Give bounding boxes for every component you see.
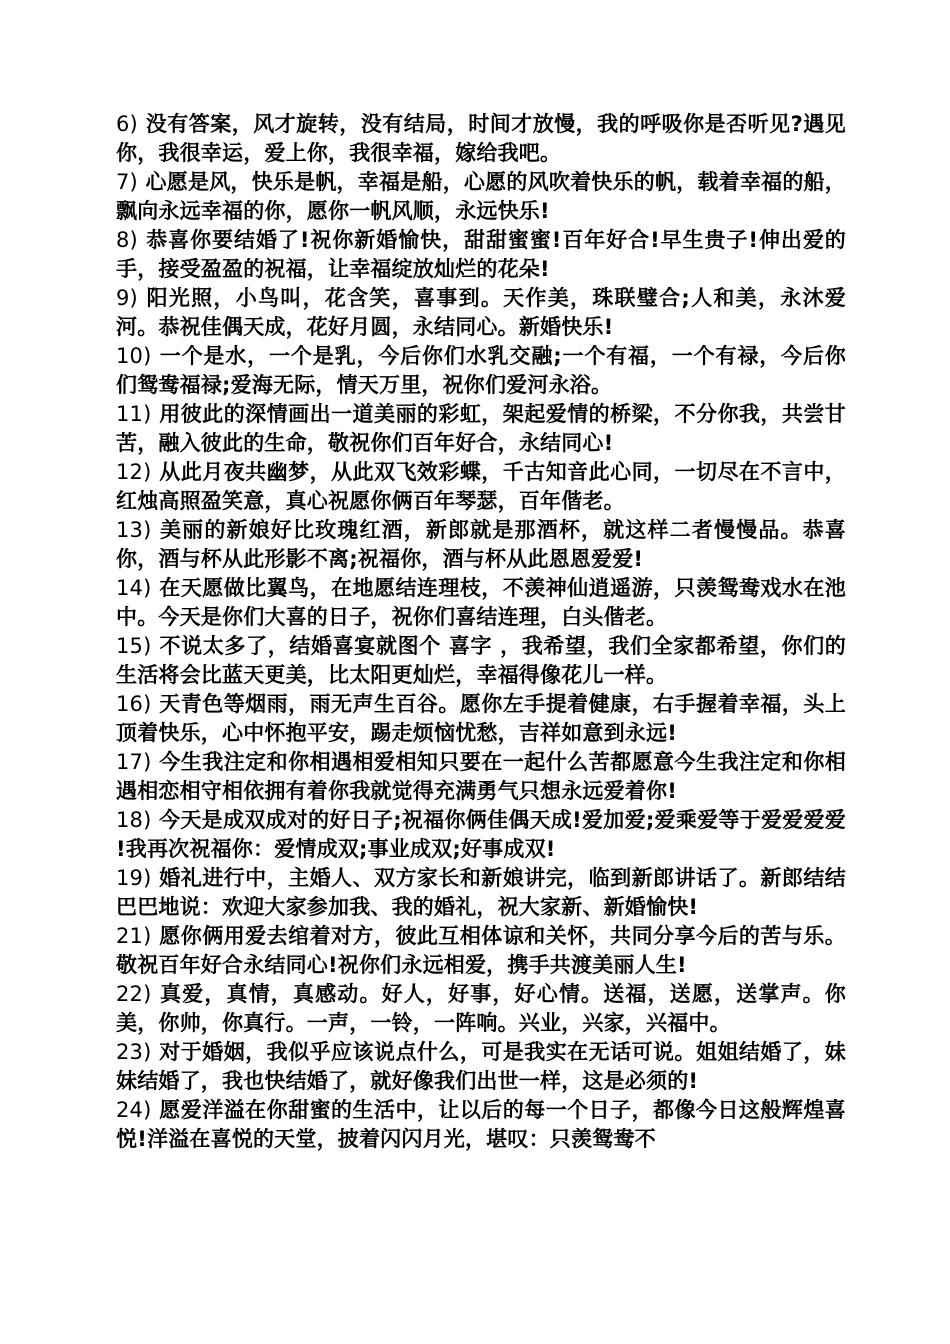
- item-text: 天青色等烟雨，雨无声生百谷。愿你左手提着健康，右手握着幸福，头上顶着快乐，心中怀抱平安，踢走烦恼忧愁，吉祥如意到永远!: [116, 692, 846, 745]
- list-item: [116, 168, 846, 226]
- list-item: [116, 516, 846, 574]
- item-number: 12): [116, 460, 152, 484]
- list-item: [116, 1038, 846, 1096]
- list-item: [116, 806, 846, 864]
- item-text: 今生我注定和你相遇相爱相知只要在一起什么苦都愿意今生我注定和你相遇相恋相守相依拥有着你我就觉得充满勇气只想永远爱着你!: [116, 750, 846, 803]
- list-item: [116, 980, 846, 1038]
- item-number: 22): [116, 982, 152, 1006]
- item-number: 21): [116, 924, 152, 948]
- item-text: 今天是成双成对的好日子;祝福你俩佳偶天成!爱加爱;爱乘爱等于爱爱爱爱 !我再次祝福你：爱情成双;事业成双;好事成双!: [116, 808, 846, 861]
- item-number: 11): [116, 402, 152, 426]
- item-number: 17): [116, 750, 152, 774]
- list-item: [116, 574, 846, 632]
- list-item: [116, 226, 846, 284]
- item-text: 婚礼进行中，主婚人、双方家长和新娘讲完，临到新郎讲话了。新郎结结巴巴地说：欢迎大家参加我、我的婚礼，祝大家新、新婚愉快!: [116, 866, 846, 919]
- item-number: 13): [116, 518, 152, 542]
- list-item: [116, 110, 846, 168]
- item-text: 美丽的新娘好比玫瑰红酒，新郎就是那酒杯，就这样二者慢慢品。恭喜你，酒与杯从此形影不离;祝福你，酒与杯从此恩恩爱爱!: [116, 518, 847, 571]
- item-number: 14): [116, 576, 152, 600]
- item-text: 真爱，真情，真感动。好人，好事，好心情。送福，送愿，送掌声。你美，你帅，你真行。一声，一铃，一阵响。兴业，兴家，兴福中。: [116, 982, 847, 1035]
- item-number: 19): [116, 866, 152, 890]
- document-body: [116, 110, 846, 1154]
- item-text: 没有答案，风才旋转，没有结局，时间才放慢，我的呼吸你是否听见?遇见你，我很幸运，爱上你，我很幸福，嫁给我吧。: [116, 112, 846, 165]
- item-number: 7): [116, 170, 138, 194]
- item-number: 18): [116, 808, 152, 832]
- list-item: [116, 284, 846, 342]
- list-item: [116, 748, 846, 806]
- item-number: 8): [116, 228, 138, 252]
- list-item: [116, 342, 846, 400]
- item-text: 在天愿做比翼鸟，在地愿结连理枝，不羡神仙逍遥游，只羡鸳鸯戏水在池中。今天是你们大喜的日子，祝你们喜结连理，白头偕老。: [116, 576, 846, 629]
- list-item: [116, 922, 846, 980]
- item-text: 不说太多了，结婚喜宴就图个 喜字 ，我希望，我们全家都希望，你们的生活将会比蓝天更美，比太阳更灿烂，幸福得像花儿一样。: [116, 634, 846, 687]
- list-item: [116, 1096, 846, 1154]
- list-item: [116, 458, 846, 516]
- item-number: 23): [116, 1040, 152, 1064]
- item-text: 从此月夜共幽梦，从此双飞效彩蝶，千古知音此心同，一切尽在不言中，红烛高照盈笑意，真心祝愿你俩百年琴瑟，百年偕老。: [116, 460, 846, 513]
- item-text: 对于婚姻，我似乎应该说点什么，可是我实在无话可说。姐姐结婚了，妹妹结婚了，我也快结婚了，就好像我们出世一样，这是必须的!: [116, 1040, 846, 1093]
- item-number: 10): [116, 344, 152, 368]
- list-item: [116, 632, 846, 690]
- item-number: 15): [116, 634, 152, 658]
- item-text: 用彼此的深情画出一道美丽的彩虹，架起爱情的桥梁，不分你我，共尝甘苦，融入彼此的生命，敬祝你们百年好合，永结同心!: [116, 402, 846, 455]
- item-text: 一个是水，一个是乳，今后你们水乳交融;一个有福，一个有禄，今后你们鸳鸯福禄;爱海无际，情天万里，祝你们爱河永浴。: [116, 344, 847, 397]
- item-number: 9): [116, 286, 138, 310]
- list-item: [116, 864, 846, 922]
- item-number: 6): [116, 112, 138, 136]
- item-text: 心愿是风，快乐是帆，幸福是船，心愿的风吹着快乐的帆，载着幸福的船，飘向永远幸福的你，愿你一帆风顺，永远快乐!: [116, 170, 846, 223]
- item-text: 阳光照，小鸟叫，花含笑，喜事到。天作美，珠联璧合;人和美，永沐爱河。恭祝佳偶天成，花好月圆，永结同心。新婚快乐!: [116, 286, 847, 339]
- item-text: 愿爱洋溢在你甜蜜的生活中，让以后的每一个日子，都像今日这般辉煌喜悦!洋溢在喜悦的天堂，披着闪闪月光，堪叹：只羡鸳鸯不: [116, 1098, 846, 1151]
- item-text: 恭喜你要结婚了!祝你新婚愉快，甜甜蜜蜜!百年好合!早生贵子!伸出爱的手，接受盈盈的祝福，让幸福绽放灿烂的花朵!: [116, 228, 846, 281]
- item-number: 24): [116, 1098, 152, 1122]
- item-number: 16): [116, 692, 152, 716]
- list-item: [116, 690, 846, 748]
- list-item: [116, 400, 846, 458]
- item-text: 愿你俩用爱去绾着对方，彼此互相体谅和关怀，共同分享今后的苦与乐。敬祝百年好合永结同心!祝你们永远相爱，携手共渡美丽人生!: [116, 924, 846, 977]
